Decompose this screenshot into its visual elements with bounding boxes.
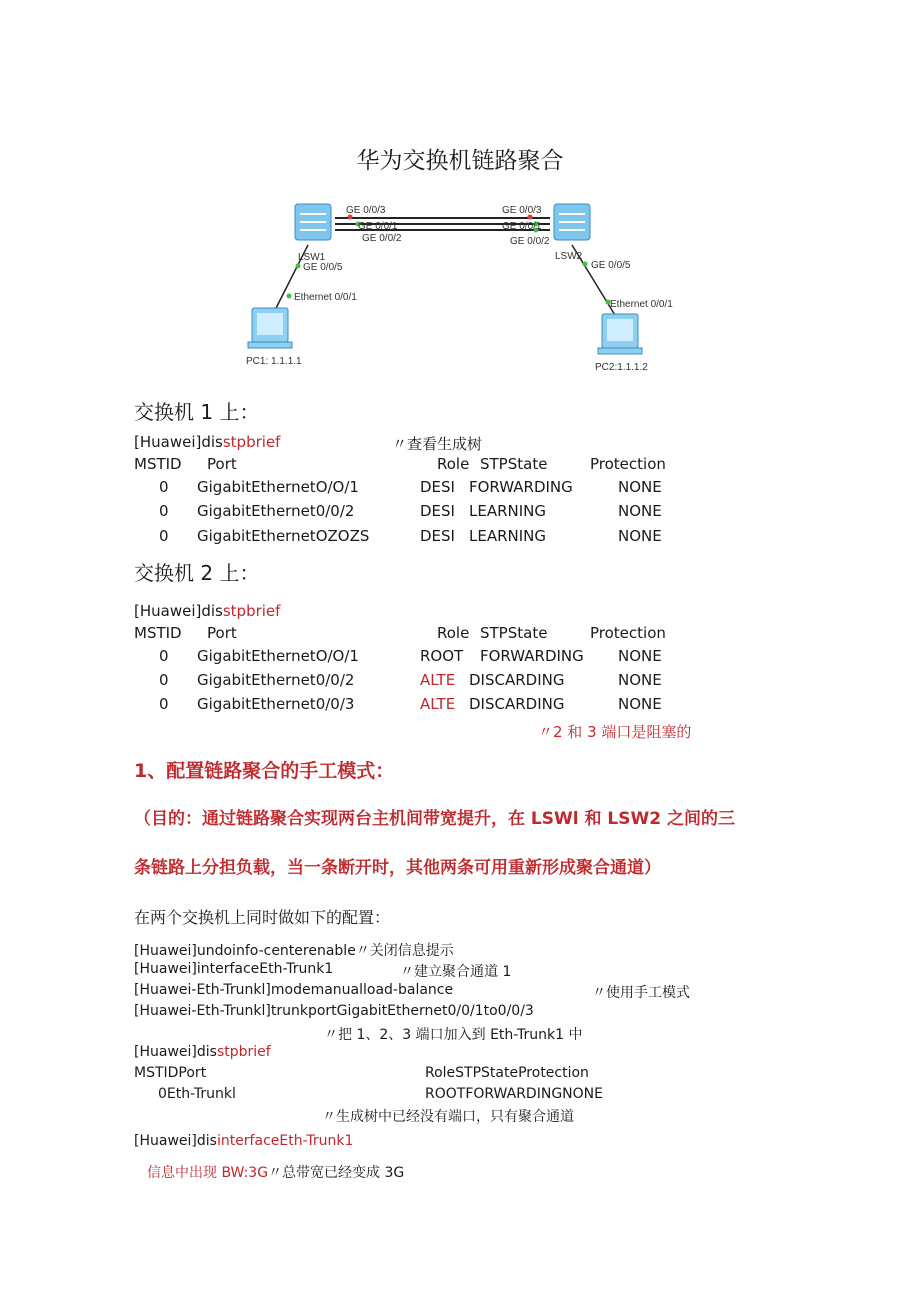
table-cell: 0 [159,671,169,689]
port-dot [296,264,301,269]
table-cell: 0 [159,647,169,665]
sw2-heading: 交换机 2 上： [134,561,260,585]
table-cell: DESI [420,478,455,496]
sw1-col-protection: Protection [590,455,666,473]
table-cell: DISCARDING [469,671,565,689]
sw2-col-protection: Protection [590,624,666,642]
switch1-icon [295,204,331,240]
table-cell: 0 [159,527,169,545]
table-cell: NONE [618,671,662,689]
section1-goal-line1: （目的：通过链路聚合实现两台主机间带宽提升，在 LSWl 和 LSW2 之间的三 [134,809,735,829]
sw2-name-label: LSW2 [555,251,583,262]
table-cell: DESI [420,527,455,545]
config-line-6: [Huawei]disstpbrief [134,1044,271,1060]
config-line-2-comment: 〃建立聚合通道 1 [400,964,512,980]
table-cell: LEARNING [469,527,547,545]
sw2-col-role: Role [437,624,470,642]
table-cell: GigabitEthernetO/O/1 [197,478,359,496]
sw2-port-label: GE 0/0/5 [591,260,631,271]
sw1-col-role: Role [437,455,470,473]
config-line-1: [Huawei]undoinfo-centerenable〃关闭信息提示 [134,943,454,959]
sw1-col-port: Port [207,455,237,473]
table-cell: FORWARDING [469,478,573,496]
pc2-port-label: Ethernet 0/0/1 [610,299,673,310]
pc1-port-label: Ethernet 0/0/1 [294,292,357,303]
page-title: 华为交换机链路聚合 [356,148,564,174]
switch2-icon [554,204,590,240]
table-cell: GigabitEthernetOZOZS [197,527,370,545]
sw1-col-mstid: MSTID [134,455,182,473]
config-line-7-right: RoleSTPStateProtection [425,1065,589,1081]
config-line-8-left: 0Eth-Trunkl [158,1086,236,1102]
table-cell: LEARNING [469,502,547,520]
sw2-port-label: GE 0/0/1 [502,221,542,232]
pc1-icon [248,308,292,348]
table-cell: NONE [618,647,662,665]
table-cell: 0 [159,502,169,520]
table-cell: FORWARDING [480,647,584,665]
port-dot [583,262,588,267]
sw2-col-state: STPState [480,624,548,642]
table-cell: NONE [618,695,662,713]
sw2-col-mstid: MSTID [134,624,182,642]
config-line-7-left: MSTIDPort [134,1065,207,1081]
table-cell: NONE [618,478,662,496]
table-cell: ALTE [420,695,456,713]
config-line-2: [Huawei]interfaceEth-Trunk1 [134,961,334,977]
table-cell: GigabitEthernet0/0/2 [197,671,355,689]
sw1-name-label: LSW1 [298,252,326,263]
pc1-label: PC1: 1.1.1.1 [246,356,302,367]
sw1-port-label: GE 0/0/2 [362,233,402,244]
sw1-port-label: GE 0/0/3 [346,205,386,216]
pc2-icon [598,314,642,354]
section1-heading: 1、配置链路聚合的手工模式： [134,760,395,782]
sw1-port-label: GE 0/0/5 [303,262,343,273]
sw1-port-label: GE 0/0/1 [358,221,398,232]
table-cell: GigabitEthernet0/0/3 [197,695,355,713]
table-cell: ALTE [420,671,456,689]
table-cell: NONE [618,527,662,545]
config-line-10: [Huawei]disinterfaceEth-Trunk1 [134,1133,354,1149]
config-line-5-comment: 〃把 1、2、3 端口加入到 Eth-Trunk1 中 [324,1027,583,1043]
section1-intro: 在两个交换机上同时做如下的配置： [134,908,391,927]
pc2-label: PC2:1.1.1.2 [595,362,648,373]
config-line-8-right: ROOTFORWARDINGNONE [425,1086,603,1102]
table-cell: 0 [159,478,169,496]
topology-diagram [240,190,680,380]
config-line-11: 信息中出现 BW:3G〃总带宽已经变成 3G [147,1165,405,1181]
sw1-col-state: STPState [480,455,548,473]
table-cell: GigabitEthernet0/0/2 [197,502,355,520]
sw2-port-label: GE 0/0/3 [502,205,542,216]
table-cell: ROOT [420,647,464,665]
config-line-3: [Huawei-Eth-Trunkl]modemanualload-balance [134,982,454,998]
sw2-command: [Huawei]disstpbrief [134,602,281,620]
table-cell: GigabitEthernetO/O/1 [197,647,359,665]
sw1-heading: 交换机 1 上： [134,400,260,424]
config-line-9-comment: 〃生成树中已经没有端口，只有聚合通道 [322,1109,574,1125]
section1-goal-line2: 条链路上分担负载，当一条断开时，其他两条可用重新形成聚合通道） [134,858,661,878]
sw2-note: 〃2 和 3 端口是阻塞的 [538,723,692,741]
table-cell: 0 [159,695,169,713]
port-dot [287,294,292,299]
config-line-3-comment: 〃使用手工模式 [592,985,690,1001]
sw2-port-label: GE 0/0/2 [510,236,550,247]
table-cell: DESI [420,502,455,520]
table-cell: DISCARDING [469,695,565,713]
sw2-col-port: Port [207,624,237,642]
sw1-command-comment: 〃查看生成树 [392,435,483,453]
config-line-4: [Huawei-Eth-Trunkl]trunkportGigabitEthernet0/0/1to0/0/3 [134,1003,534,1019]
table-cell: NONE [618,502,662,520]
sw1-command: [Huawei]disstpbrief [134,433,281,451]
